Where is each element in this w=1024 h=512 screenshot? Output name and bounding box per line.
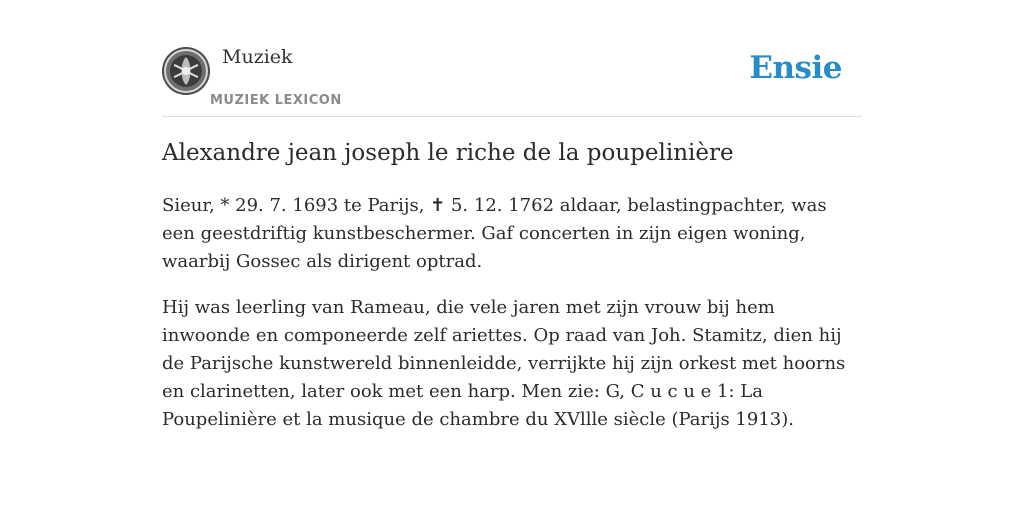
article-paragraph: Sieur, * 29. 7. 1693 te Parijs, ✝ 5. 12. 1762 aldaar, belastingpachter, was een geestdriftig kunstbeschermer. Gaf concerten in zijn eigen woning, waarbij Gossec als dirigent optrad.	[162, 195, 827, 272]
source-subtitle: MUZIEK LEXICON	[210, 93, 342, 108]
header	[162, 0, 862, 117]
article-paragraph: Hij was leerling van Rameau, die vele jaren met zijn vrouw bij hem inwoonde en componeerde zelf ariettes. Op raad van Joh. Stamitz, dien hij de Parijsche kunstwereld binnenleidde, verrijkte hij zijn orkest met hoorns en clarinetten, later ook met een harp. Men zie: G, C u c u e 1: La Poupelinière et la musique de chambre du XVllle siècle (Parijs 1913).	[162, 297, 846, 430]
article-body	[162, 192, 862, 452]
article-title: Alexandre jean joseph le riche de la poupelinière	[162, 140, 734, 166]
music-emblem-icon[interactable]	[162, 47, 210, 95]
page	[162, 0, 862, 512]
brand-logo-link[interactable]: Ensie	[749, 50, 842, 86]
source-title[interactable]: Muziek	[222, 46, 293, 68]
